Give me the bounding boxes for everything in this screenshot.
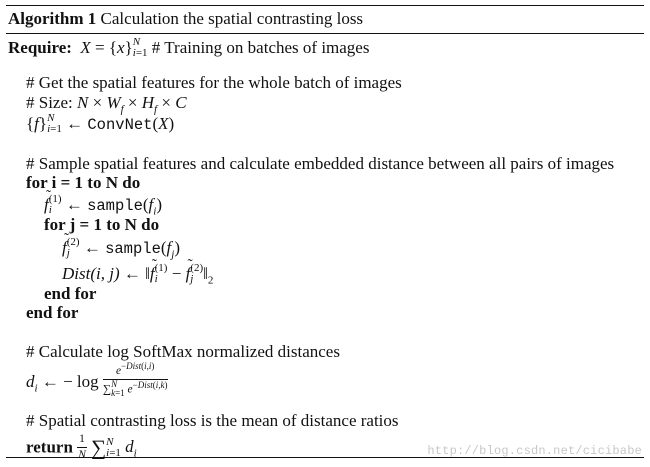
sample-fj-line: ˜ f(2) j ← $sample(f_j)$ <box>62 238 180 260</box>
require-comment: # Training on batches of images <box>151 38 370 57</box>
comment-get-features: # Get the spatial features for the whole batch of images <box>26 73 402 92</box>
return-line: return $\frac{1}{N}$ ∑N i=1 $d_i$ <box>26 433 137 461</box>
algorithm-box <box>6 5 644 461</box>
require-line: Require: X = {x}N i=1 # Training on batches of images <box>8 36 370 60</box>
for-inner: for j = 1 to N do <box>44 215 160 234</box>
size-prefix: # Size: <box>26 93 73 112</box>
size-line: # Size: $N \times W_f \times H_f \times C$ <box>26 93 187 116</box>
header-rule <box>6 33 644 34</box>
end-for-outer: end for <box>26 303 79 322</box>
return-keyword: return <box>26 437 73 457</box>
algorithm-title: Calculation the spatial contrasting loss <box>100 9 364 28</box>
dist-function: Dist <box>62 264 91 283</box>
sample-call-j: sample <box>105 240 161 258</box>
comment-sample-features: # Sample spatial features and calculate embedded distance between all pairs of images <box>26 154 615 173</box>
sample-fi-line: ˜ f(1) i ← $sample(f_i)$ <box>44 195 162 217</box>
sample-call-i: sample <box>87 197 143 215</box>
end-for-inner: end for <box>44 284 97 303</box>
comment-log-softmax: # Calculate log SoftMax normalized distances <box>26 342 340 361</box>
require-keyword: Require: <box>8 38 72 57</box>
mean-fraction: $\frac{1}{N}$ <box>78 433 86 461</box>
for-outer: for i = 1 to N do <box>26 173 141 192</box>
log-softmax-line: $d_i$ ← − log $e^{-Dist(i,i)}$ ∑N k=1 $e^{-Dist(i,k)}$ <box>26 361 168 398</box>
softmax-fraction: $e^{-Dist(i,i)}$ ∑N k=1 $e^{-Dist(i,k)}$ <box>102 361 168 398</box>
algorithm-label: Algorithm 1 <box>8 9 97 28</box>
algorithm-header <box>8 9 363 29</box>
convnet-call: ConvNet <box>87 116 153 134</box>
top-rule <box>6 5 644 6</box>
require-math: X <box>80 38 91 57</box>
dist-line: Dist(i, j) ← ‖˜ f(1) i − ˜ f(2) j $‖_2$ <box>62 264 213 286</box>
comment-loss-mean: # Spatial contrasting loss is the mean of distance ratios <box>26 411 399 430</box>
convnet-line: {f}N i=1 ← ConvNet(X) <box>26 112 175 136</box>
watermark-text: http://blog.csdn.net/cicibabe <box>427 444 642 458</box>
